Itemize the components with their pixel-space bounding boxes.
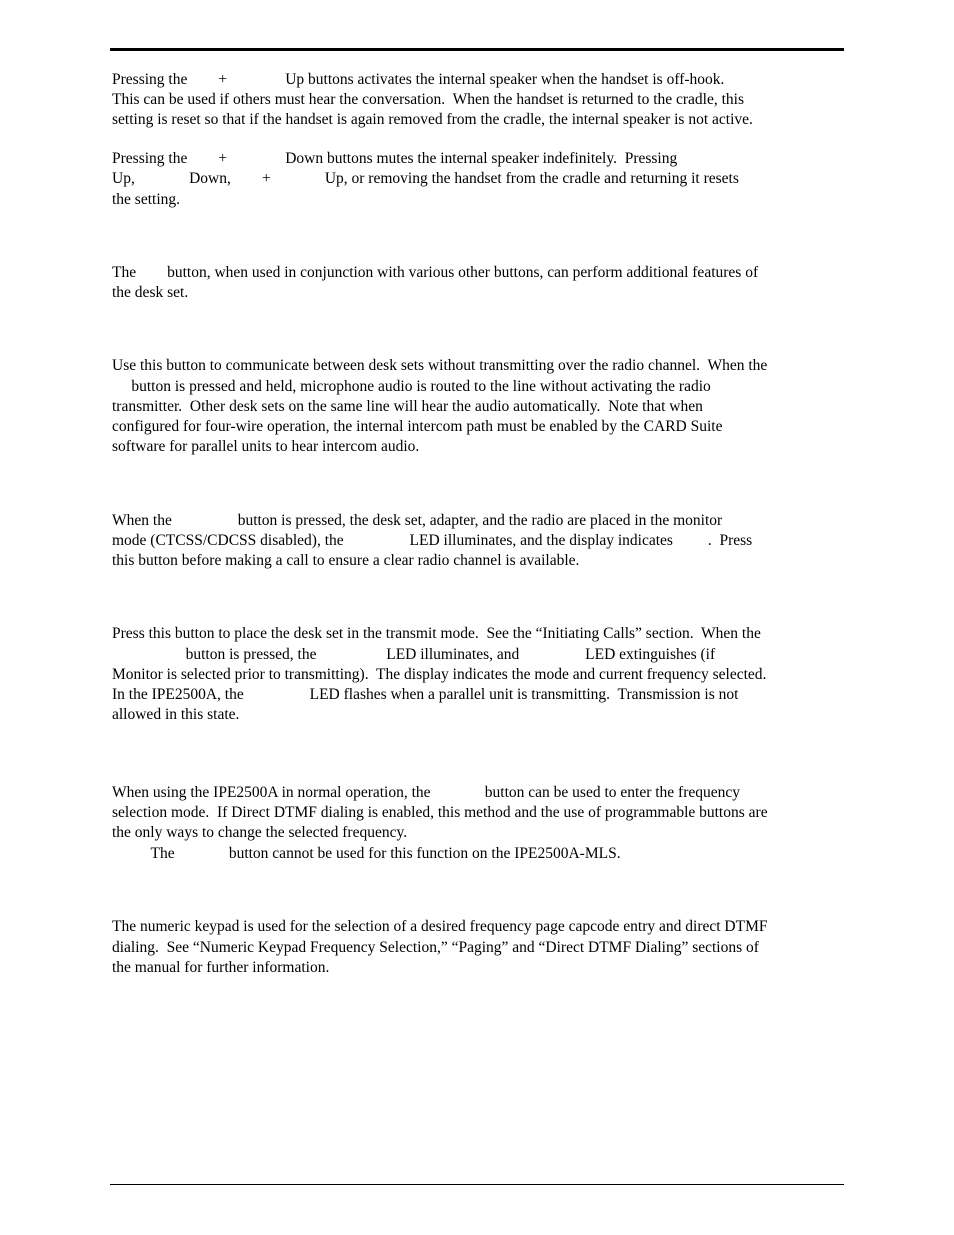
transmit-line-1: Press this button to place the desk set in the transmit mode. See the “Initiating Calls” section. When the bbox=[112, 625, 761, 642]
transmit-line-4: In the IPE2500A, the LED flashes when a parallel unit is transmitting. Transmission is not bbox=[112, 686, 739, 703]
intercom-line-2: button is pressed and held, microphone audio is routed to the line without activating the radio bbox=[112, 378, 711, 395]
keypad-line-3: the manual for further information. bbox=[112, 959, 330, 976]
speaker-on-line-2: This can be used if others must hear the conversation. When the handset is returned to the cradle, this bbox=[112, 91, 745, 108]
transmit-line-5: allowed in this state. bbox=[112, 706, 240, 723]
header-rule bbox=[110, 48, 844, 51]
function-button-line-1: The button, when used in conjunction with various other buttons, can perform additional features of bbox=[112, 264, 759, 281]
transmit-line-2: button is pressed, the LED illuminates, and LED extinguishes (if bbox=[112, 646, 716, 663]
footer-rule bbox=[110, 1184, 844, 1185]
monitor-line-2: mode (CTCSS/CDCSS disabled), the LED illuminates, and the display indicates . Press bbox=[112, 532, 753, 549]
intercom-line-4: configured for four-wire operation, the internal intercom path must be enabled by the CARD Suite bbox=[112, 418, 723, 435]
speaker-mute-line-2: Up, Down, + Up, or removing the handset from the cradle and returning it resets bbox=[112, 170, 739, 187]
speaker-mute-line-3: the setting. bbox=[112, 191, 181, 208]
monitor-line-1: When the button is pressed, the desk set, adapter, and the radio are placed in the monitor bbox=[112, 512, 723, 529]
frequency-line-3: the only ways to change the selected frequency. bbox=[112, 824, 408, 841]
frequency-line-2: selection mode. If Direct DTMF dialing is enabled, this method and the use of programmable buttons are bbox=[112, 804, 768, 821]
function-button-line-2: the desk set. bbox=[112, 284, 189, 301]
keypad-line-2: dialing. See “Numeric Keypad Frequency Selection,” “Paging” and “Direct DTMF Dialing” sections of bbox=[112, 939, 759, 956]
intercom-line-3: transmitter. Other desk sets on the same line will hear the audio automatically. Note that when bbox=[112, 398, 703, 415]
monitor-line-3: this button before making a call to ensure a clear radio channel is available. bbox=[112, 552, 580, 569]
frequency-line-1: When using the IPE2500A in normal operation, the button can be used to enter the frequency bbox=[112, 784, 741, 801]
intercom-line-1: Use this button to communicate between desk sets without transmitting over the radio channel. When the bbox=[112, 357, 768, 374]
frequency-line-4: The button cannot be used for this function on the IPE2500A-MLS. bbox=[112, 845, 621, 862]
speaker-on-line-3: setting is reset so that if the handset is again removed from the cradle, the internal speaker is not active. bbox=[112, 111, 753, 128]
transmit-line-3: Monitor is selected prior to transmitting). The display indicates the mode and current frequency selected. bbox=[112, 666, 767, 683]
speaker-on-line-1: Pressing the + Up buttons activates the internal speaker when the handset is off-hook. bbox=[112, 71, 725, 88]
intercom-line-5: software for parallel units to hear intercom audio. bbox=[112, 438, 420, 455]
speaker-mute-line-1: Pressing the + Down buttons mutes the internal speaker indefinitely. Pressing bbox=[112, 150, 678, 167]
keypad-line-1: The numeric keypad is used for the selection of a desired frequency page capcode entry and direct DTMF bbox=[112, 918, 768, 935]
